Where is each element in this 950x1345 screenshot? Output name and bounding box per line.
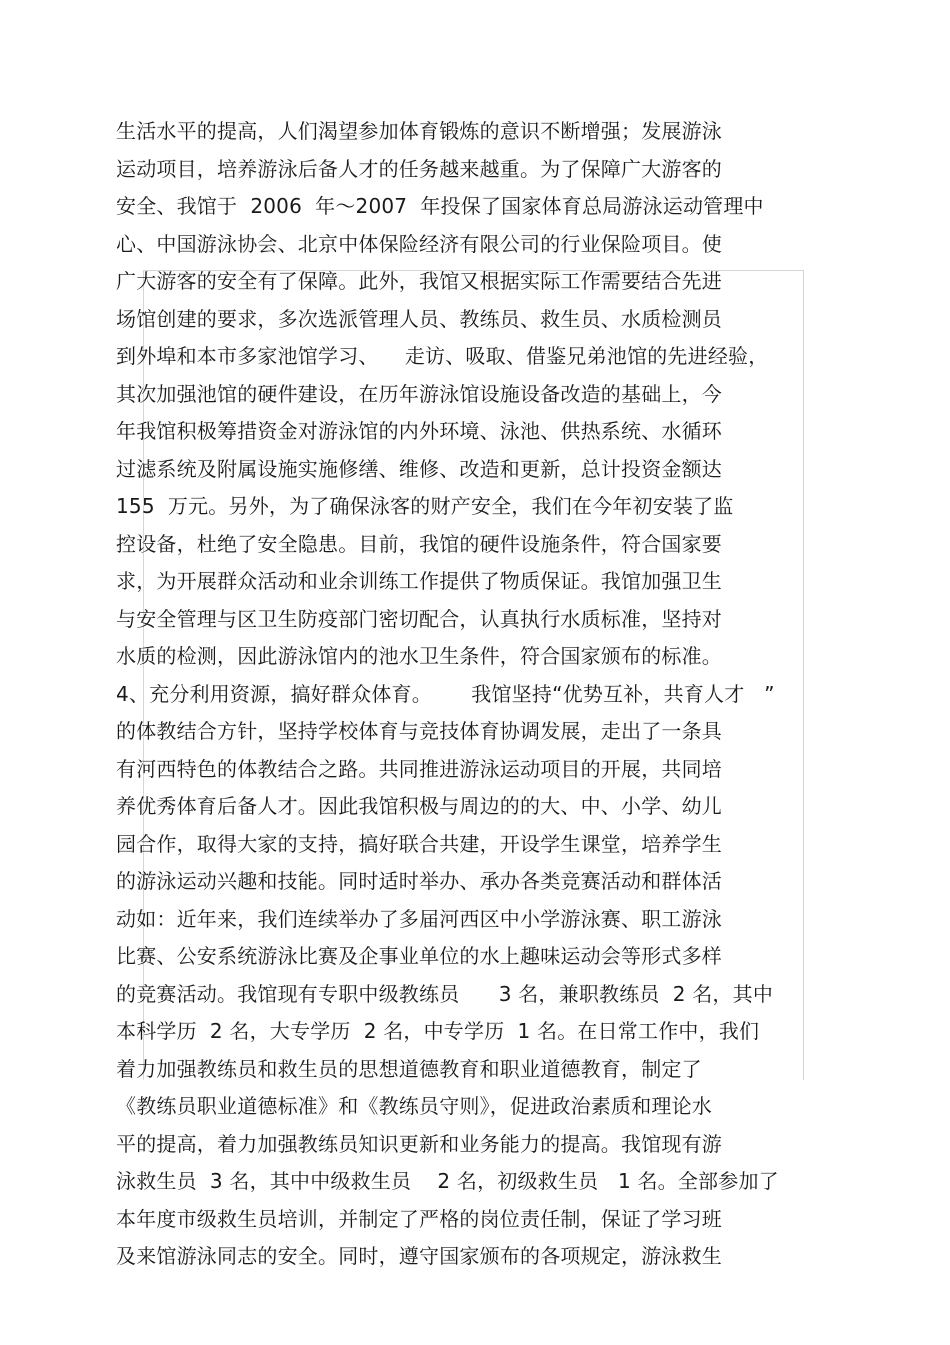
text-line: 泳救生员 3 名，其中中级救生员 2 名，初级救生员 1 名。全部参加了	[116, 1169, 779, 1193]
text-line: 有河西特色的体教结合之路。共同推进游泳运动项目的开展，共同培	[116, 756, 722, 781]
text-line: 的游泳运动兴趣和技能。同时适时举办、承办各类竞赛活动和群体活	[116, 869, 722, 893]
text-line: 与安全管理与区卫生防疫部门密切配合，认真执行水质标准，坚持对	[116, 606, 722, 631]
text-line: 4、充分利用资源，搞好群众体育。 我馆坚持“优势互补，共育人才 ”	[116, 681, 775, 706]
body-text	[116, 113, 856, 1276]
text-line: 本年度市级救生员培训，并制定了严格的岗位责任制，保证了学习班	[116, 1206, 722, 1231]
text-line: 着力加强教练员和救生员的思想道德教育和职业道德教育，制定了	[116, 1056, 702, 1081]
text-line: 养优秀体育后备人才。因此我馆积极与周边的的大、中、小学、幼儿	[116, 794, 722, 818]
text-line: 年我馆积极筹措资金对游泳馆的内外环境、泳池、供热系统、水循环	[116, 419, 722, 443]
text-line: 比赛、公安系统游泳比赛及企事业单位的水上趣味运动会等形式多样	[116, 944, 722, 968]
text-line: 安全、我馆于 2006 年～2007 年投保了国家体育总局游泳运动管理中	[116, 194, 764, 218]
text-line: 及来馆游泳同志的安全。同时，遵守国家颁布的各项规定，游泳救生	[116, 1244, 722, 1268]
text-line: 155 万元。另外，为了确保泳客的财产安全，我们在今年初安装了监	[116, 494, 734, 518]
text-line: 其次加强池馆的硬件建设，在历年游泳馆设施设备改造的基础上，今	[116, 381, 722, 406]
text-line: 的体教结合方针，坚持学校体育与竞技体育协调发展，走出了一条具	[116, 719, 722, 743]
text-line: 到外埠和本市多家池馆学习、 走访、吸取、借鉴兄弟池馆的先进经验，	[116, 344, 769, 368]
text-line: 广大游客的安全有了保障。此外，我馆又根据实际工作需要结合先进	[116, 269, 722, 293]
text-line: 园合作，取得大家的支持，搞好联合共建，开设学生课堂，培养学生	[116, 831, 722, 856]
text-line: 水质的检测，因此游泳馆内的池水卫生条件，符合国家颁布的标准。	[116, 644, 722, 668]
text-line: 运动项目，培养游泳后备人才的任务越来越重。为了保障广大游客的	[116, 156, 722, 181]
text-line: 的竞赛活动。我馆现有专职中级教练员 3 名，兼职教练员 2 名，其中	[116, 981, 774, 1006]
text-line: 心、中国游泳协会、北京中体保险经济有限公司的行业保险项目。使	[116, 231, 722, 256]
text-line: 场馆创建的要求，多次选派管理人员、教练员、救生员、水质检测员	[116, 306, 722, 331]
text-line: 求，为开展群众活动和业余训练工作提供了物质保证。我馆加强卫生	[116, 569, 722, 593]
text-line: 平的提高，着力加强教练员知识更新和业务能力的提高。我馆现有游	[116, 1131, 722, 1156]
text-line: 控设备，杜绝了安全隐患。目前，我馆的硬件设施条件，符合国家要	[116, 531, 722, 556]
text-line: 本科学历 2 名，大专学历 2 名，中专学历 1 名。在日常工作中，我们	[116, 1019, 760, 1043]
text-line: 动如：近年来，我们连续举办了多届河西区中小学游泳赛、职工游泳	[116, 906, 722, 931]
text-line: 过滤系统及附属设施实施修缮、维修、改造和更新，总计投资金额达	[116, 456, 722, 481]
text-line: 《教练员职业道德标准》和《教练员守则》，促进政治素质和理论水	[116, 1094, 712, 1118]
text-line: 生活水平的提高，人们渴望参加体育锻炼的意识不断增强；发展游泳	[116, 119, 722, 143]
